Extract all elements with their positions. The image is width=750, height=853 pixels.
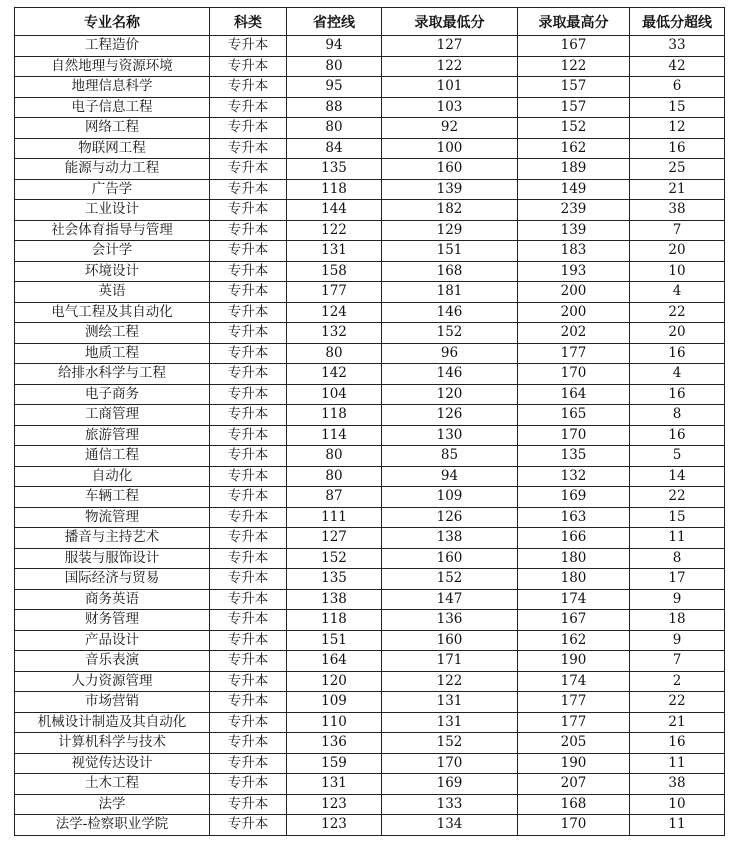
max-score-cell: 177 (518, 712, 630, 733)
table-row (15, 651, 725, 672)
category-cell: 专升本 (210, 733, 287, 754)
min-score-cell: 85 (382, 446, 518, 467)
max-score-cell: 174 (518, 589, 630, 610)
major-name-cell: 机械设计制造及其自动化 (15, 712, 210, 733)
min-score-cell: 103 (382, 97, 518, 118)
major-name-cell: 产品设计 (15, 630, 210, 651)
control-line-cell: 109 (287, 692, 382, 713)
major-name-cell: 地理信息科学 (15, 77, 210, 98)
control-line-cell: 132 (287, 323, 382, 344)
category-cell: 专升本 (210, 507, 287, 528)
category-cell: 专升本 (210, 77, 287, 98)
max-score-cell: 157 (518, 97, 630, 118)
major-name-cell: 电子商务 (15, 384, 210, 405)
min-above-line-cell: 11 (630, 528, 725, 549)
major-name-cell: 环境设计 (15, 261, 210, 282)
min-score-cell: 131 (382, 692, 518, 713)
control-line-cell: 122 (287, 220, 382, 241)
min-above-line-cell: 8 (630, 548, 725, 569)
min-score-cell: 146 (382, 302, 518, 323)
major-name-cell: 工商管理 (15, 405, 210, 426)
major-name-cell: 会计学 (15, 241, 210, 262)
header-control-line: 省控线 (287, 8, 382, 36)
category-cell: 专升本 (210, 815, 287, 836)
table-row (15, 753, 725, 774)
min-above-line-cell: 16 (630, 733, 725, 754)
table-row (15, 671, 725, 692)
control-line-cell: 135 (287, 569, 382, 590)
major-name-cell: 市场营销 (15, 692, 210, 713)
min-score-cell: 129 (382, 220, 518, 241)
category-cell: 专升本 (210, 630, 287, 651)
major-name-cell: 计算机科学与技术 (15, 733, 210, 754)
min-above-line-cell: 8 (630, 405, 725, 426)
min-above-line-cell: 5 (630, 446, 725, 467)
min-above-line-cell: 17 (630, 569, 725, 590)
table-row (15, 548, 725, 569)
max-score-cell: 200 (518, 282, 630, 303)
min-score-cell: 122 (382, 671, 518, 692)
max-score-cell: 190 (518, 651, 630, 672)
min-above-line-cell: 16 (630, 425, 725, 446)
min-above-line-cell: 21 (630, 712, 725, 733)
min-above-line-cell: 10 (630, 261, 725, 282)
category-cell: 专升本 (210, 138, 287, 159)
table-row (15, 323, 725, 344)
min-score-cell: 131 (382, 712, 518, 733)
category-cell: 专升本 (210, 405, 287, 426)
control-line-cell: 80 (287, 446, 382, 467)
table-row (15, 610, 725, 631)
major-name-cell: 旅游管理 (15, 425, 210, 446)
table-row (15, 774, 725, 795)
major-name-cell: 物流管理 (15, 507, 210, 528)
major-name-cell: 工程造价 (15, 36, 210, 57)
major-name-cell: 社会体育指导与管理 (15, 220, 210, 241)
admission-scores-table (14, 7, 725, 836)
category-cell: 专升本 (210, 487, 287, 508)
table-row (15, 425, 725, 446)
control-line-cell: 87 (287, 487, 382, 508)
table-row (15, 487, 725, 508)
max-score-cell: 193 (518, 261, 630, 282)
min-above-line-cell: 20 (630, 323, 725, 344)
control-line-cell: 94 (287, 36, 382, 57)
min-score-cell: 120 (382, 384, 518, 405)
min-score-cell: 181 (382, 282, 518, 303)
min-above-line-cell: 22 (630, 487, 725, 508)
control-line-cell: 131 (287, 774, 382, 795)
min-above-line-cell: 12 (630, 118, 725, 139)
min-above-line-cell: 20 (630, 241, 725, 262)
max-score-cell: 200 (518, 302, 630, 323)
major-name-cell: 工业设计 (15, 200, 210, 221)
category-cell: 专升本 (210, 425, 287, 446)
control-line-cell: 127 (287, 528, 382, 549)
major-name-cell: 电子信息工程 (15, 97, 210, 118)
table-row (15, 569, 725, 590)
min-score-cell: 168 (382, 261, 518, 282)
min-score-cell: 96 (382, 343, 518, 364)
table-row (15, 528, 725, 549)
min-above-line-cell: 33 (630, 36, 725, 57)
min-above-line-cell: 42 (630, 56, 725, 77)
table-row (15, 343, 725, 364)
max-score-cell: 165 (518, 405, 630, 426)
min-above-line-cell: 18 (630, 610, 725, 631)
min-score-cell: 170 (382, 753, 518, 774)
control-line-cell: 84 (287, 138, 382, 159)
table-row (15, 630, 725, 651)
min-above-line-cell: 25 (630, 159, 725, 180)
table-row (15, 466, 725, 487)
control-line-cell: 138 (287, 589, 382, 610)
min-score-cell: 160 (382, 630, 518, 651)
min-score-cell: 152 (382, 733, 518, 754)
table-row (15, 507, 725, 528)
category-cell: 专升本 (210, 36, 287, 57)
max-score-cell: 139 (518, 220, 630, 241)
category-cell: 专升本 (210, 753, 287, 774)
min-above-line-cell: 16 (630, 138, 725, 159)
control-line-cell: 177 (287, 282, 382, 303)
table-row (15, 692, 725, 713)
max-score-cell: 167 (518, 610, 630, 631)
min-score-cell: 160 (382, 159, 518, 180)
major-name-cell: 网络工程 (15, 118, 210, 139)
control-line-cell: 118 (287, 610, 382, 631)
max-score-cell: 180 (518, 569, 630, 590)
min-score-cell: 100 (382, 138, 518, 159)
control-line-cell: 124 (287, 302, 382, 323)
table-row (15, 733, 725, 754)
category-cell: 专升本 (210, 712, 287, 733)
min-above-line-cell: 38 (630, 200, 725, 221)
max-score-cell: 202 (518, 323, 630, 344)
major-name-cell: 能源与动力工程 (15, 159, 210, 180)
major-name-cell: 法学 (15, 794, 210, 815)
category-cell: 专升本 (210, 364, 287, 385)
min-score-cell: 109 (382, 487, 518, 508)
max-score-cell: 149 (518, 179, 630, 200)
min-score-cell: 133 (382, 794, 518, 815)
control-line-cell: 114 (287, 425, 382, 446)
max-score-cell: 239 (518, 200, 630, 221)
min-score-cell: 147 (382, 589, 518, 610)
major-name-cell: 地质工程 (15, 343, 210, 364)
category-cell: 专升本 (210, 118, 287, 139)
max-score-cell: 180 (518, 548, 630, 569)
min-above-line-cell: 21 (630, 179, 725, 200)
major-name-cell: 服装与服饰设计 (15, 548, 210, 569)
major-name-cell: 电气工程及其自动化 (15, 302, 210, 323)
category-cell: 专升本 (210, 610, 287, 631)
control-line-cell: 123 (287, 794, 382, 815)
table-row (15, 159, 725, 180)
max-score-cell: 207 (518, 774, 630, 795)
table-row (15, 712, 725, 733)
max-score-cell: 162 (518, 630, 630, 651)
category-cell: 专升本 (210, 528, 287, 549)
table-row (15, 56, 725, 77)
major-name-cell: 广告学 (15, 179, 210, 200)
min-above-line-cell: 38 (630, 774, 725, 795)
category-cell: 专升本 (210, 794, 287, 815)
min-score-cell: 146 (382, 364, 518, 385)
category-cell: 专升本 (210, 261, 287, 282)
control-line-cell: 104 (287, 384, 382, 405)
category-cell: 专升本 (210, 651, 287, 672)
max-score-cell: 177 (518, 343, 630, 364)
major-name-cell: 通信工程 (15, 446, 210, 467)
table-row (15, 179, 725, 200)
major-name-cell: 音乐表演 (15, 651, 210, 672)
max-score-cell: 169 (518, 487, 630, 508)
category-cell: 专升本 (210, 220, 287, 241)
category-cell: 专升本 (210, 446, 287, 467)
table-row (15, 200, 725, 221)
category-cell: 专升本 (210, 56, 287, 77)
max-score-cell: 132 (518, 466, 630, 487)
category-cell: 专升本 (210, 179, 287, 200)
min-score-cell: 127 (382, 36, 518, 57)
min-above-line-cell: 7 (630, 220, 725, 241)
min-above-line-cell: 22 (630, 692, 725, 713)
control-line-cell: 118 (287, 179, 382, 200)
min-score-cell: 152 (382, 569, 518, 590)
max-score-cell: 164 (518, 384, 630, 405)
control-line-cell: 80 (287, 343, 382, 364)
max-score-cell: 166 (518, 528, 630, 549)
category-cell: 专升本 (210, 159, 287, 180)
control-line-cell: 164 (287, 651, 382, 672)
table-row (15, 364, 725, 385)
category-cell: 专升本 (210, 466, 287, 487)
min-above-line-cell: 7 (630, 651, 725, 672)
category-cell: 专升本 (210, 323, 287, 344)
control-line-cell: 110 (287, 712, 382, 733)
category-cell: 专升本 (210, 282, 287, 303)
category-cell: 专升本 (210, 97, 287, 118)
major-name-cell: 人力资源管理 (15, 671, 210, 692)
control-line-cell: 135 (287, 159, 382, 180)
min-score-cell: 171 (382, 651, 518, 672)
major-name-cell: 播音与主持艺术 (15, 528, 210, 549)
table-row (15, 118, 725, 139)
control-line-cell: 88 (287, 97, 382, 118)
control-line-cell: 120 (287, 671, 382, 692)
category-cell: 专升本 (210, 302, 287, 323)
max-score-cell: 122 (518, 56, 630, 77)
major-name-cell: 法学-检察职业学院 (15, 815, 210, 836)
table-row (15, 794, 725, 815)
control-line-cell: 142 (287, 364, 382, 385)
max-score-cell: 174 (518, 671, 630, 692)
max-score-cell: 135 (518, 446, 630, 467)
control-line-cell: 159 (287, 753, 382, 774)
min-above-line-cell: 22 (630, 302, 725, 323)
control-line-cell: 136 (287, 733, 382, 754)
min-score-cell: 160 (382, 548, 518, 569)
min-score-cell: 126 (382, 405, 518, 426)
min-above-line-cell: 14 (630, 466, 725, 487)
table-row (15, 97, 725, 118)
max-score-cell: 157 (518, 77, 630, 98)
max-score-cell: 168 (518, 794, 630, 815)
header-row (15, 8, 725, 36)
table-row (15, 302, 725, 323)
min-above-line-cell: 16 (630, 384, 725, 405)
min-above-line-cell: 4 (630, 364, 725, 385)
table-row (15, 220, 725, 241)
table-header (15, 8, 725, 36)
major-name-cell: 自动化 (15, 466, 210, 487)
control-line-cell: 123 (287, 815, 382, 836)
min-score-cell: 138 (382, 528, 518, 549)
min-score-cell: 134 (382, 815, 518, 836)
max-score-cell: 170 (518, 425, 630, 446)
max-score-cell: 162 (518, 138, 630, 159)
category-cell: 专升本 (210, 589, 287, 610)
control-line-cell: 80 (287, 56, 382, 77)
min-score-cell: 94 (382, 466, 518, 487)
min-above-line-cell: 15 (630, 507, 725, 528)
max-score-cell: 170 (518, 815, 630, 836)
min-above-line-cell: 11 (630, 815, 725, 836)
major-name-cell: 自然地理与资源环境 (15, 56, 210, 77)
min-above-line-cell: 4 (630, 282, 725, 303)
control-line-cell: 80 (287, 118, 382, 139)
category-cell: 专升本 (210, 200, 287, 221)
table-row (15, 384, 725, 405)
max-score-cell: 183 (518, 241, 630, 262)
major-name-cell: 财务管理 (15, 610, 210, 631)
category-cell: 专升本 (210, 774, 287, 795)
min-above-line-cell: 10 (630, 794, 725, 815)
min-above-line-cell: 11 (630, 753, 725, 774)
category-cell: 专升本 (210, 692, 287, 713)
max-score-cell: 177 (518, 692, 630, 713)
major-name-cell: 土木工程 (15, 774, 210, 795)
table-body (15, 36, 725, 836)
table-row (15, 405, 725, 426)
major-name-cell: 视觉传达设计 (15, 753, 210, 774)
category-cell: 专升本 (210, 241, 287, 262)
min-score-cell: 151 (382, 241, 518, 262)
major-name-cell: 给排水科学与工程 (15, 364, 210, 385)
min-score-cell: 152 (382, 323, 518, 344)
max-score-cell: 189 (518, 159, 630, 180)
control-line-cell: 151 (287, 630, 382, 651)
max-score-cell: 163 (518, 507, 630, 528)
table-row (15, 241, 725, 262)
header-max-score: 录取最高分 (518, 8, 630, 36)
max-score-cell: 190 (518, 753, 630, 774)
control-line-cell: 118 (287, 405, 382, 426)
min-above-line-cell: 6 (630, 77, 725, 98)
max-score-cell: 152 (518, 118, 630, 139)
table-row (15, 261, 725, 282)
control-line-cell: 95 (287, 77, 382, 98)
min-score-cell: 126 (382, 507, 518, 528)
category-cell: 专升本 (210, 569, 287, 590)
control-line-cell: 111 (287, 507, 382, 528)
major-name-cell: 商务英语 (15, 589, 210, 610)
major-name-cell: 英语 (15, 282, 210, 303)
table-row (15, 77, 725, 98)
category-cell: 专升本 (210, 384, 287, 405)
max-score-cell: 167 (518, 36, 630, 57)
min-score-cell: 136 (382, 610, 518, 631)
header-min-above-line: 最低分超线 (630, 8, 725, 36)
major-name-cell: 测绘工程 (15, 323, 210, 344)
min-score-cell: 169 (382, 774, 518, 795)
table-row (15, 589, 725, 610)
header-category: 科类 (210, 8, 287, 36)
min-above-line-cell: 15 (630, 97, 725, 118)
min-score-cell: 139 (382, 179, 518, 200)
category-cell: 专升本 (210, 343, 287, 364)
category-cell: 专升本 (210, 671, 287, 692)
table-row (15, 282, 725, 303)
max-score-cell: 205 (518, 733, 630, 754)
min-score-cell: 101 (382, 77, 518, 98)
table-row (15, 138, 725, 159)
min-score-cell: 182 (382, 200, 518, 221)
control-line-cell: 144 (287, 200, 382, 221)
major-name-cell: 物联网工程 (15, 138, 210, 159)
min-score-cell: 130 (382, 425, 518, 446)
table-row (15, 446, 725, 467)
category-cell: 专升本 (210, 548, 287, 569)
header-min-score: 录取最低分 (382, 8, 518, 36)
control-line-cell: 158 (287, 261, 382, 282)
control-line-cell: 152 (287, 548, 382, 569)
min-score-cell: 92 (382, 118, 518, 139)
min-score-cell: 122 (382, 56, 518, 77)
major-name-cell: 国际经济与贸易 (15, 569, 210, 590)
header-major-name: 专业名称 (15, 8, 210, 36)
table-row (15, 36, 725, 57)
control-line-cell: 131 (287, 241, 382, 262)
max-score-cell: 170 (518, 364, 630, 385)
table-row (15, 815, 725, 836)
min-above-line-cell: 9 (630, 589, 725, 610)
major-name-cell: 车辆工程 (15, 487, 210, 508)
min-above-line-cell: 2 (630, 671, 725, 692)
min-above-line-cell: 16 (630, 343, 725, 364)
min-above-line-cell: 9 (630, 630, 725, 651)
control-line-cell: 80 (287, 466, 382, 487)
